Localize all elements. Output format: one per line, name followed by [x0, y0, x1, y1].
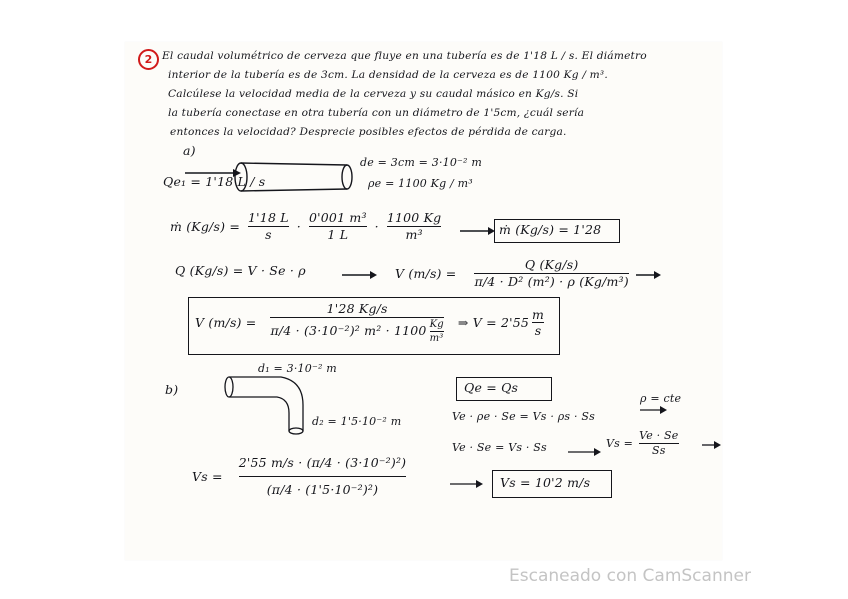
velocity-box-den-main: π/4 · (3·10⁻²)² m² · 1100 — [270, 323, 427, 339]
part-b-label: b) — [165, 382, 179, 397]
arrow-right-icon-2 — [342, 270, 378, 280]
mass-continuity: Ve · ρe · Se = Vs · ρs · Ss — [452, 410, 595, 423]
velocity-expression — [395, 258, 629, 289]
density-constant-note: ρ = cte — [640, 392, 682, 405]
velocity-expression-frac — [474, 258, 628, 289]
term-flow-num: 1'18 L — [248, 210, 289, 225]
outlet-velocity-lhs: Vs = — [606, 437, 634, 451]
arrow-right-icon-7 — [450, 479, 484, 489]
outlet-velocity-num: Ve · Se — [639, 429, 679, 442]
arrow-right-icon — [460, 226, 496, 236]
velocity-box-result-value: ⇒ V = 2'55 — [457, 315, 530, 331]
problem-line-2: interior de la tubería es de 3cm. La densidad de la cerveza es de 1100 Kg / m³. — [168, 69, 608, 81]
calc-num: 2'55 m/s · (π/4 · (3·10⁻²)²) — [238, 455, 407, 470]
inlet-flow-label: Qe₁ = 1'18 L / s — [163, 174, 266, 189]
diameter-value: de = 3cm = 3·10⁻² m — [360, 156, 482, 169]
problem-line-1: El caudal volumétrico de cerveza que fluye en una tubería es de 1'18 L / s. El diámetro — [162, 50, 647, 62]
velocity-box-result — [458, 308, 544, 339]
velocity-calculation — [195, 302, 544, 344]
calc-lhs: Vs = — [192, 468, 223, 484]
velocity-box-den-unit-den: m³ — [429, 332, 444, 344]
reducer-pipe-icon — [223, 375, 309, 437]
pipe-drawing-icon — [233, 160, 357, 194]
part-a-label: a) — [183, 143, 196, 158]
arrow-right-icon-6 — [702, 440, 722, 450]
term-flow — [248, 211, 289, 242]
velocity-expression-lhs: V (m/s) = — [395, 265, 457, 281]
outlet-velocity-calculation — [192, 456, 406, 497]
arrow-right-icon-4 — [640, 405, 668, 415]
velocity-box-den-unit-num: Kg — [429, 318, 444, 330]
outlet-velocity-den: Ss — [652, 444, 666, 458]
velocity-box-den-unit — [430, 319, 444, 344]
velocity-box-result-unit — [532, 308, 544, 339]
problem-line-3: Calcúlese la velocidad media de la cerveza y su caudal másico en Kg/s. Si — [168, 88, 579, 100]
arrow-right-icon-3 — [636, 270, 662, 280]
outlet-velocity-formula — [606, 430, 679, 457]
mass-flow-result: ṁ (Kg/s) = 1'28 — [499, 222, 602, 237]
outlet-velocity-result: Vs = 10'2 m/s — [500, 475, 591, 490]
problem-number-badge: 2 — [138, 49, 159, 70]
density-value: ρe = 1100 Kg / m³ — [368, 177, 473, 190]
velocity-box-den — [270, 319, 443, 344]
calc-frac — [239, 456, 407, 497]
mass-flow-equation: ṁ (Kg/s) = $\frac{1'18 L}{s}$ · $\frac{\text{0'001 m³}}{1 L}$ · $\frac{1100 Kg}{\text{m³}}$ — [170, 210, 442, 242]
volume-continuity: Ve · Se = Vs · Ss — [452, 441, 547, 454]
velocity-box-num: 1'28 Kg/s — [326, 301, 388, 316]
velocity-expression-den: π/4 · D² (m²) · ρ (Kg/m³) — [474, 273, 629, 289]
mass-flow-lhs: ṁ (Kg/s) = — [170, 218, 240, 234]
velocity-box-result-unit-num: m — [532, 306, 545, 322]
term-density-num: 1100 Kg — [386, 210, 442, 225]
velocity-box-result-unit-den: s — [534, 323, 542, 339]
flow-equality: Qe = Qs — [464, 380, 519, 395]
term-flow-den: s — [265, 226, 272, 242]
problem-line-4: la tubería conectase en otra tubería con un diámetro de 1'5cm, ¿cuál sería — [168, 107, 585, 119]
term-volume-den: 1 L — [327, 226, 349, 242]
velocity-expression-num: Q (Kg/s) — [524, 257, 579, 272]
outlet-diameter: d₂ = 1'5·10⁻² m — [312, 415, 402, 428]
outlet-velocity-frac — [639, 430, 678, 457]
problem-line-5: entonces la velocidad? Desprecie posibles efectos de pérdida de carga. — [170, 126, 567, 138]
term-volume — [309, 211, 367, 242]
term-density-den: m³ — [405, 226, 423, 242]
arrow-right-icon-5 — [568, 447, 602, 457]
velocity-box-lhs: V (m/s) = — [195, 315, 257, 331]
scanner-watermark: Escaneado con CamScanner — [509, 566, 751, 586]
term-density — [387, 211, 442, 242]
flow-relation: Q (Kg/s) = V · Se · ρ — [175, 263, 306, 278]
calc-den: (π/4 · (1'5·10⁻²)²) — [266, 481, 379, 497]
inlet-diameter: d₁ = 3·10⁻² m — [258, 362, 337, 375]
velocity-box-frac — [270, 302, 443, 344]
term-volume-num: 0'001 m³ — [308, 210, 367, 225]
